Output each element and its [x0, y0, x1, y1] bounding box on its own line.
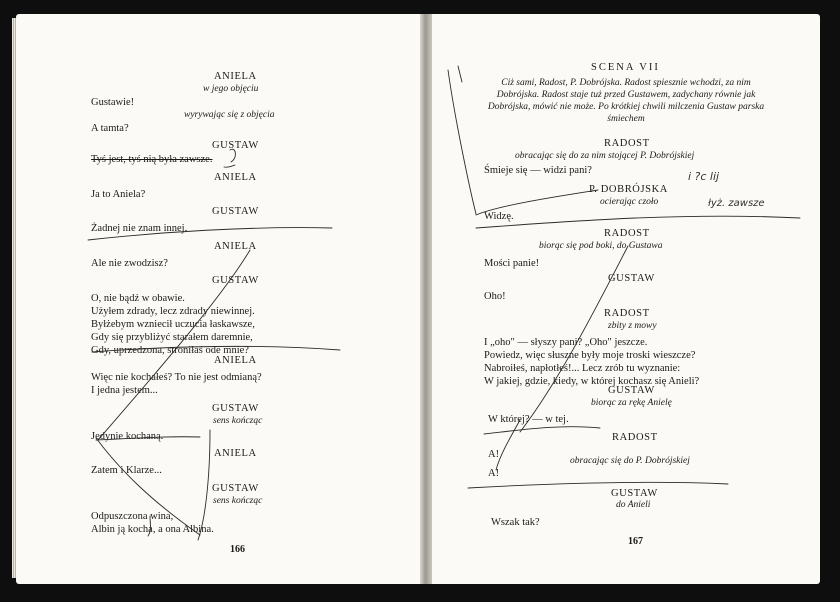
dialogue-line: Gdy się przybliżyć starałem daremnie,: [91, 332, 253, 343]
speaker-radost: RADOST: [604, 228, 650, 239]
dialogue-line: I jedna jestem...: [91, 385, 158, 396]
speaker-aniela: ANIELA: [214, 71, 257, 82]
speaker-aniela: ANIELA: [214, 448, 257, 459]
book-gutter: [420, 14, 432, 584]
speaker-gustaw: GUSTAW: [212, 483, 259, 494]
handwritten-note: i ?c lij: [688, 170, 720, 183]
speaker-gustaw: GUSTAW: [608, 385, 655, 396]
speaker-gustaw: GUSTAW: [212, 275, 259, 286]
stage-direction: obracając się do P. Dobrójskiej: [570, 456, 690, 466]
speaker-radost: RADOST: [604, 138, 650, 149]
stage-direction: ocierając czoło: [600, 197, 659, 207]
dialogue-line: Mości panie!: [484, 258, 540, 269]
dialogue-line: W jakiej, gdzie, kiedy, w której kochasz się Anieli?: [484, 376, 700, 387]
scene-title: SCENA VII: [591, 62, 660, 73]
dialogue-line: Użyłem zdrady, lecz zdrady niewinnej.: [91, 306, 255, 317]
dialogue-line: Jedynie kochaną.: [91, 431, 164, 442]
page-number: 166: [230, 544, 245, 555]
stage-direction: do Anieli: [616, 500, 651, 510]
dialogue-line: Byłżebym wzniecił uczucia łaskawsze,: [91, 319, 255, 330]
dialogue-line: Śmieje się — widzi pani?: [484, 165, 592, 176]
speaker-aniela: ANIELA: [214, 241, 257, 252]
speaker-gustaw: GUSTAW: [608, 273, 655, 284]
dialogue-line: Powiedz, więc słuszne były moje troski wieszcze?: [484, 350, 696, 361]
dialogue-line: Żadnej nie znam innej.: [91, 223, 188, 234]
dialogue-line: I „oho" — słyszy pani? „Oho" jeszcze.: [484, 337, 648, 348]
dialogue-line: A tamta?: [91, 123, 129, 134]
stage-direction: w jego objęciu: [203, 84, 259, 94]
speaker-dobrojska: P. DOBRÓJSKA: [589, 184, 668, 195]
stage-direction: biorąc się pod boki, do Gustawa: [539, 241, 663, 251]
dialogue-line: Oho!: [484, 291, 506, 302]
dialogue-line: Odpuszczona wina,: [91, 511, 174, 522]
dialogue-line: Albin ją kocha, a ona Albina.: [91, 524, 214, 535]
stage-direction: sens kończąc: [213, 496, 263, 506]
speaker-aniela: ANIELA: [214, 172, 257, 183]
speaker-gustaw: GUSTAW: [212, 206, 259, 217]
speaker-radost: RADOST: [612, 432, 658, 443]
speaker-radost: RADOST: [604, 308, 650, 319]
scene-stage-direction: Ciż sami, Radost, P. Dobrójska. Radost spiesznie wchodzi, za nim Dobrójska. Radost staje tuż przed Gustawem, zadychany równie jak Dobrójska, mówić nie może. Po krótkiej chwili milczenia Gustaw parska śmiechem: [487, 78, 765, 124]
dialogue-line: A!: [488, 468, 500, 479]
handwritten-note: łyż. zawsze: [708, 198, 765, 209]
speaker-gustaw: GUSTAW: [212, 140, 259, 151]
speaker-gustaw: GUSTAW: [212, 403, 259, 414]
dialogue-line: Zatem i Klarze...: [91, 465, 162, 476]
dialogue-line: Widzę.: [484, 211, 514, 222]
speaker-gustaw: GUSTAW: [611, 488, 658, 499]
dialogue-line: O, nie bądź w obawie.: [91, 293, 185, 304]
page-number: 167: [628, 536, 643, 547]
dialogue-line: Wszak tak?: [491, 517, 540, 528]
dialogue-line: Gdy, uprzedzona, stroniłaś ode mnie?: [91, 345, 249, 356]
speaker-aniela: ANIELA: [214, 355, 257, 366]
dialogue-line: A!: [488, 449, 500, 460]
dialogue-line-struck: Tyś jest, tyś nią była zawsze.: [91, 154, 213, 165]
dialogue-line: Więc nie kochałeś? To nie jest odmianą?: [91, 372, 262, 383]
dialogue-line: W której? — w tej.: [488, 414, 569, 425]
dialogue-line: Ja to Aniela?: [91, 189, 146, 200]
stage-direction: sens kończąc: [213, 416, 263, 426]
stage-direction: zbity z mowy: [608, 321, 657, 331]
stage-direction: obracając się do za nim stojącej P. Dobrójskiej: [515, 151, 695, 161]
dialogue-line: Ale nie zwodzisz?: [91, 258, 168, 269]
dialogue-line: Gustawie!: [91, 97, 135, 108]
dialogue-line: Nabroiłeś, napłotłeś!... Lecz zrób tu wyznanie:: [484, 363, 681, 374]
stage-direction: biorąc za rękę Anielę: [591, 398, 672, 408]
stage-direction: wyrywając się z objęcia: [184, 110, 275, 120]
